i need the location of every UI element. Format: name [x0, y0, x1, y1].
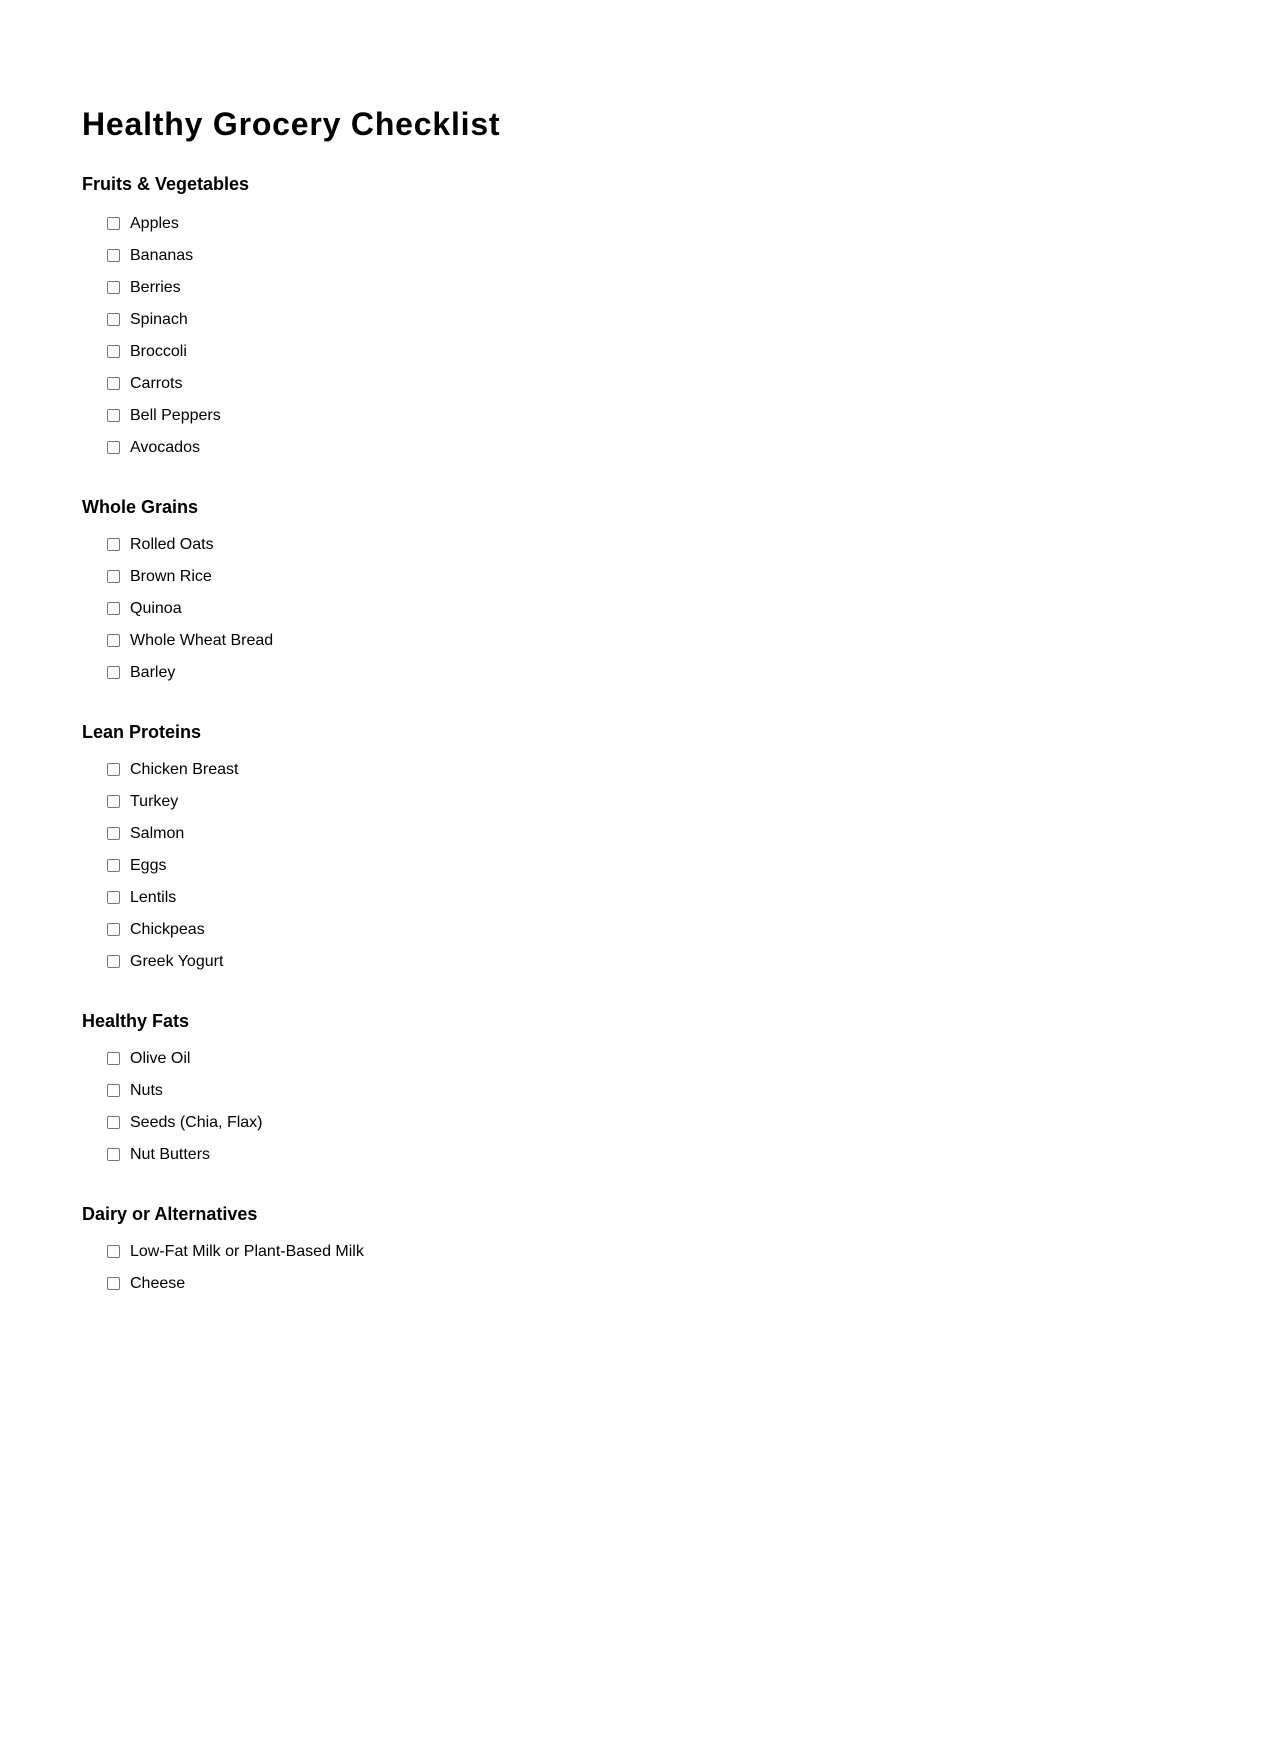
item-label[interactable]: Seeds (Chia, Flax): [130, 1113, 263, 1131]
checkbox[interactable]: [107, 1052, 120, 1065]
checkbox[interactable]: [107, 827, 120, 840]
checkbox[interactable]: [107, 249, 120, 262]
item-list: [82, 1236, 1263, 1300]
item-label[interactable]: Chickpeas: [130, 920, 205, 938]
checkbox[interactable]: [107, 891, 120, 904]
item-label[interactable]: Eggs: [130, 856, 167, 874]
list-item[interactable]: [107, 1236, 1263, 1268]
checkbox[interactable]: [107, 538, 120, 551]
list-item[interactable]: [107, 240, 1263, 272]
list-item[interactable]: [107, 946, 1263, 978]
list-item[interactable]: [107, 1043, 1263, 1075]
item-list: [82, 754, 1263, 978]
checkbox[interactable]: [107, 313, 120, 326]
checkbox[interactable]: [107, 634, 120, 647]
item-label[interactable]: Brown Rice: [130, 567, 212, 585]
list-item[interactable]: [107, 1268, 1263, 1300]
list-item[interactable]: [107, 1139, 1263, 1171]
list-item[interactable]: [107, 850, 1263, 882]
item-label[interactable]: Turkey: [130, 792, 179, 810]
item-label[interactable]: Spinach: [130, 310, 188, 328]
list-item[interactable]: [107, 818, 1263, 850]
checkbox[interactable]: [107, 795, 120, 808]
item-list: [82, 529, 1263, 689]
list-item[interactable]: [107, 561, 1263, 593]
item-label[interactable]: Nut Butters: [130, 1145, 211, 1163]
checkbox[interactable]: [107, 602, 120, 615]
section-lean-proteins: [82, 720, 1263, 978]
list-item[interactable]: [107, 368, 1263, 400]
checkbox[interactable]: [107, 345, 120, 358]
item-list: [82, 208, 1263, 464]
checkbox[interactable]: [107, 1277, 120, 1290]
checkbox[interactable]: [107, 281, 120, 294]
item-label[interactable]: Greek Yogurt: [130, 952, 224, 970]
item-label[interactable]: Bananas: [130, 246, 194, 264]
item-list: [82, 1043, 1263, 1171]
item-label[interactable]: Cheese: [130, 1274, 186, 1292]
list-item[interactable]: [107, 625, 1263, 657]
section-title: Lean Proteins: [82, 722, 202, 742]
checklist-page: [82, 104, 1263, 1300]
section-whole-grains: [82, 495, 1263, 689]
item-label[interactable]: Low-Fat Milk or Plant-Based Milk: [130, 1242, 364, 1260]
item-label[interactable]: Berries: [130, 278, 181, 296]
item-label[interactable]: Carrots: [130, 374, 183, 392]
list-item[interactable]: [107, 786, 1263, 818]
item-label[interactable]: Avocados: [130, 438, 200, 456]
item-label[interactable]: Olive Oil: [130, 1049, 191, 1067]
item-label[interactable]: Salmon: [130, 824, 185, 842]
checkbox[interactable]: [107, 377, 120, 390]
list-item[interactable]: [107, 1107, 1263, 1139]
checkbox[interactable]: [107, 1084, 120, 1097]
list-item[interactable]: [107, 914, 1263, 946]
section-dairy-alternatives: [82, 1202, 1263, 1300]
list-item[interactable]: [107, 208, 1263, 240]
checkbox[interactable]: [107, 217, 120, 230]
checkbox[interactable]: [107, 666, 120, 679]
item-label[interactable]: Broccoli: [130, 342, 187, 360]
list-item[interactable]: [107, 272, 1263, 304]
list-item[interactable]: [107, 432, 1263, 464]
checkbox[interactable]: [107, 1245, 120, 1258]
section-title: Whole Grains: [82, 497, 199, 517]
list-item[interactable]: [107, 304, 1263, 336]
item-label[interactable]: Rolled Oats: [130, 535, 214, 553]
list-item[interactable]: [107, 336, 1263, 368]
section-fruits-vegetables: [82, 172, 1263, 464]
section-title: Healthy Fats: [82, 1011, 190, 1031]
item-label[interactable]: Bell Peppers: [130, 406, 221, 424]
list-item[interactable]: [107, 400, 1263, 432]
section-title: Dairy or Alternatives: [82, 1204, 258, 1224]
list-item[interactable]: [107, 529, 1263, 561]
list-item[interactable]: [107, 754, 1263, 786]
section-healthy-fats: [82, 1009, 1263, 1171]
item-label[interactable]: Barley: [130, 663, 176, 681]
item-label[interactable]: Apples: [130, 214, 179, 232]
list-item[interactable]: [107, 1075, 1263, 1107]
item-label[interactable]: Chicken Breast: [130, 760, 239, 778]
section-title: Fruits & Vegetables: [82, 174, 250, 194]
list-item[interactable]: [107, 657, 1263, 689]
list-item[interactable]: [107, 882, 1263, 914]
checkbox[interactable]: [107, 409, 120, 422]
checkbox[interactable]: [107, 955, 120, 968]
checkbox[interactable]: [107, 441, 120, 454]
checkbox[interactable]: [107, 570, 120, 583]
list-item[interactable]: [107, 593, 1263, 625]
checkbox[interactable]: [107, 763, 120, 776]
item-label[interactable]: Lentils: [130, 888, 177, 906]
checkbox[interactable]: [107, 1116, 120, 1129]
checkbox[interactable]: [107, 859, 120, 872]
item-label[interactable]: Whole Wheat Bread: [130, 631, 274, 649]
page-title: Healthy Grocery Checklist: [82, 106, 501, 142]
item-label[interactable]: Nuts: [130, 1081, 163, 1099]
item-label[interactable]: Quinoa: [130, 599, 182, 617]
checkbox[interactable]: [107, 923, 120, 936]
checkbox[interactable]: [107, 1148, 120, 1161]
